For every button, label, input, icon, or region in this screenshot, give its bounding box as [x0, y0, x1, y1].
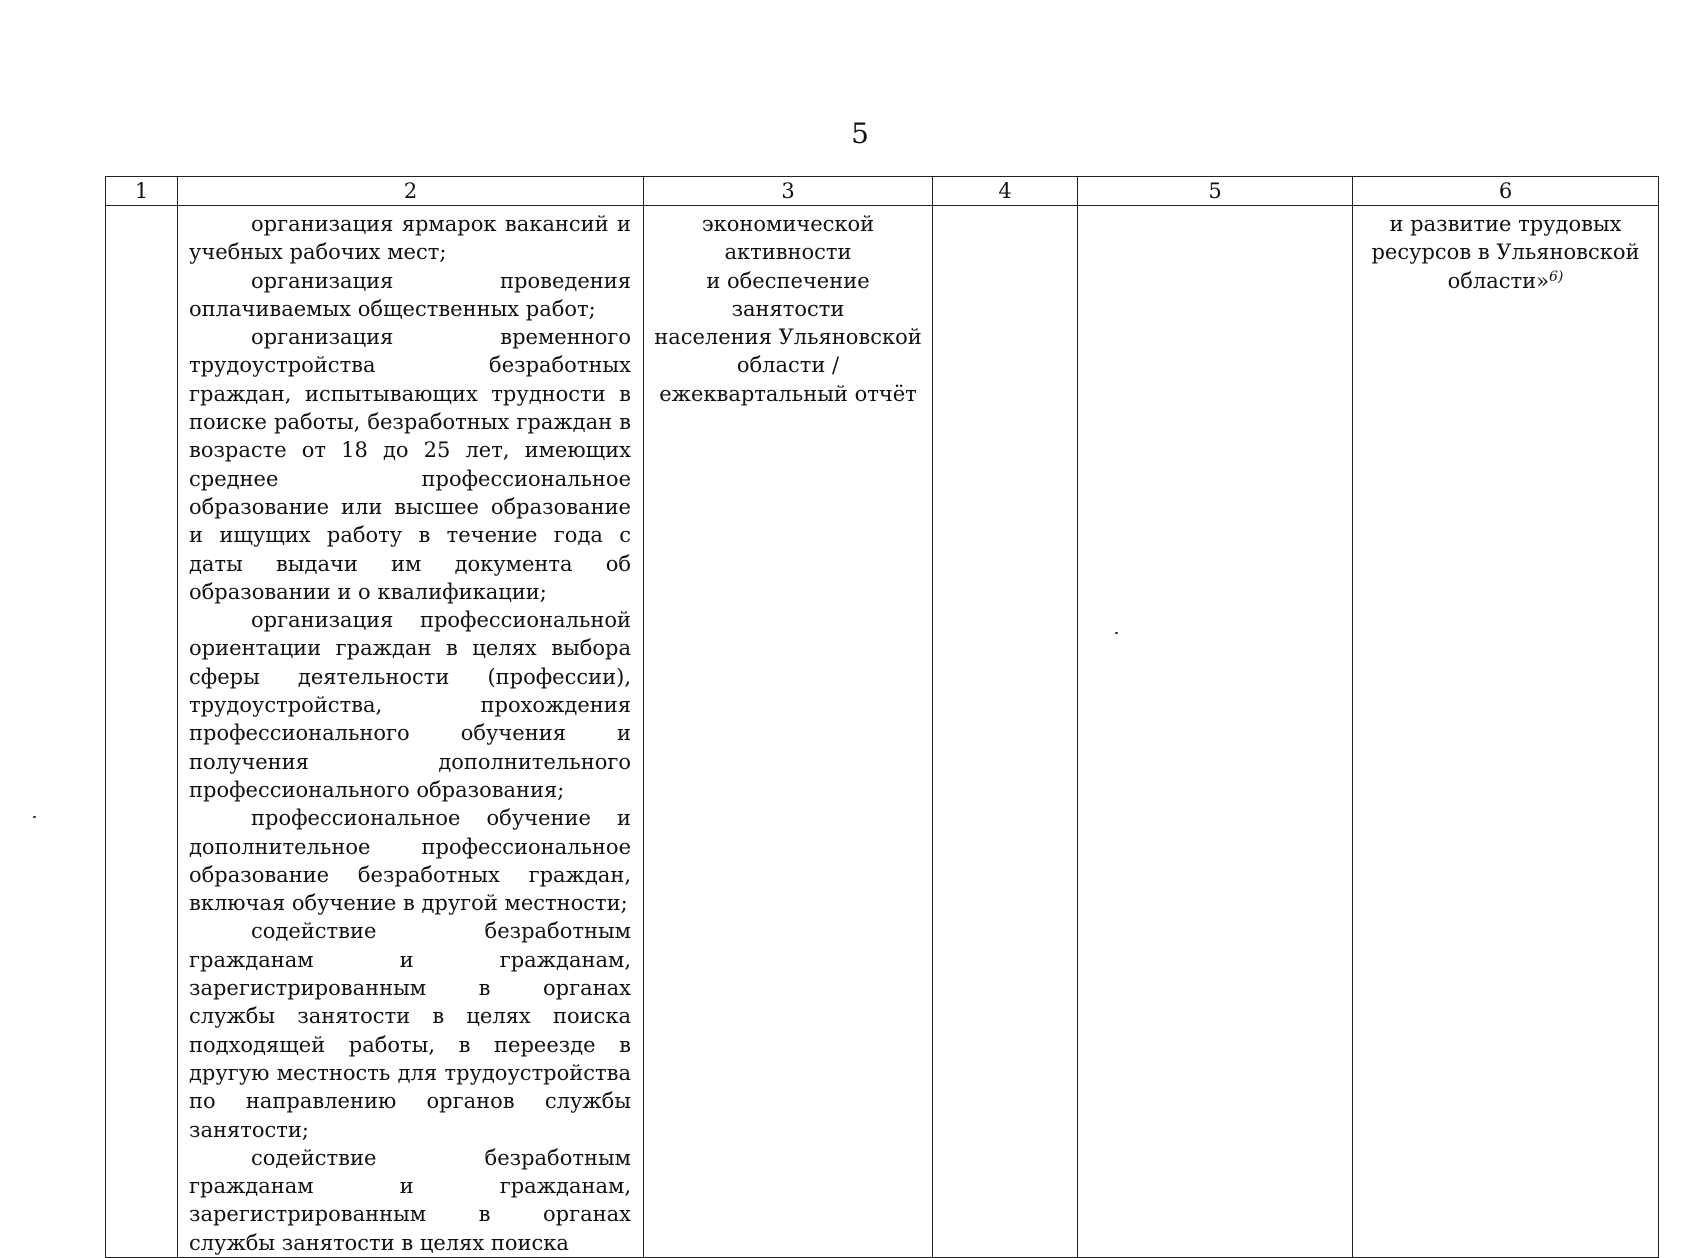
- column-header-5: 5: [1078, 177, 1353, 206]
- col6-line-text: области»: [1447, 268, 1549, 293]
- col3-line: экономической: [701, 212, 875, 236]
- cell-col3: [644, 206, 933, 1258]
- page-number: 5: [851, 117, 869, 150]
- scan-speck: [33, 816, 36, 818]
- cell-col4: [933, 206, 1078, 1258]
- col6-line: и развитие трудовых: [1389, 212, 1622, 236]
- col3-line: активности: [724, 240, 852, 265]
- col3-line: области /: [736, 353, 840, 378]
- col3-line: ежеквартальный отчёт: [659, 381, 917, 406]
- column-header-1: 1: [106, 177, 178, 206]
- column-header-3: 3: [644, 177, 933, 206]
- col6-line: [1361, 267, 1650, 295]
- cell-col5: [1078, 206, 1353, 1258]
- col3-line: населения Ульяновской: [654, 325, 922, 350]
- column-header-4: 4: [933, 177, 1078, 206]
- scan-speck: [1115, 632, 1118, 634]
- measure-paragraph: организация проведения оплачиваемых общественных работ;: [189, 268, 631, 321]
- measure-paragraph: содействие безработным гражданам и гражданам, зарегистрированным в органах службы занятости в целях поиска подходящей работы, в переезде в другую местность для трудоустройства по направлению органов службы занятости;: [189, 919, 631, 1142]
- cell-col1: [106, 206, 178, 1258]
- col3-line: и обеспечение занятости: [706, 268, 870, 321]
- measure-paragraph: профессиональное обучение и дополнительное профессиональное образование безработных граждан, включая обучение в другой местности;: [189, 806, 631, 916]
- column-header-6: 6: [1353, 177, 1659, 206]
- measure-paragraph: организация временного трудоустройства безработных граждан, испытывающих трудности в поиске работы, безработных граждан в возрасте от 18 до 25 лет, имеющих среднее профессиональное образование или высшее образование и ищущих работу в течение года с даты выдачи им документа об образовании и о квалификации;: [189, 325, 631, 604]
- table-row: [106, 206, 1659, 1258]
- cell-col6: [1353, 206, 1659, 1258]
- measure-paragraph: содействие безработным гражданам и гражданам, зарегистрированным в органах службы занятости в целях поиска: [189, 1145, 631, 1255]
- data-table: [105, 176, 1659, 1258]
- col6-line: ресурсов в Ульяновской: [1371, 240, 1640, 265]
- measure-paragraph: организация ярмарок вакансий и учебных рабочих мест;: [189, 212, 631, 265]
- measure-paragraph: организация профессиональной ориентации граждан в целях выбора сферы деятельности (профессии), трудоустройства, прохождения профессионального обучения и получения дополнительного профессионального образования;: [189, 608, 631, 802]
- footnote-mark: 6): [1549, 268, 1564, 285]
- table-header-row: [106, 177, 1659, 206]
- column-header-2: 2: [178, 177, 644, 206]
- cell-col2: [178, 206, 644, 1258]
